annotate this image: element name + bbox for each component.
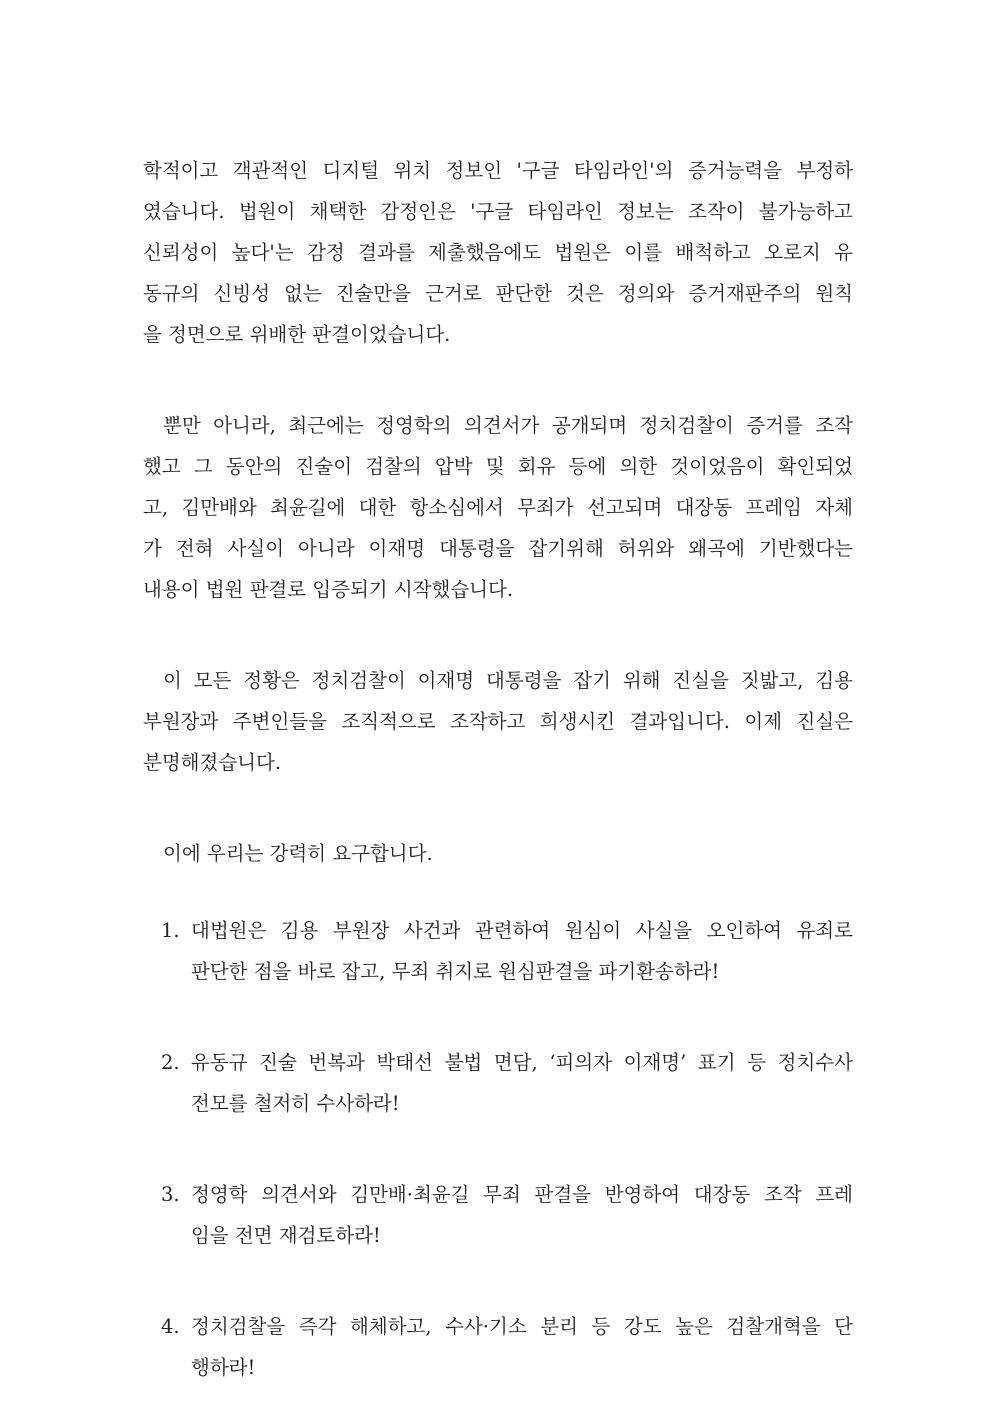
document-page: [143, 150, 853, 1388]
text-line: 임을 전면 재검토하라!: [191, 1224, 381, 1247]
text-line: 부원장과 주변인들을 조직적으로 조작하고 희생시킨 결과입니다. 이제 진실은: [143, 710, 853, 733]
paragraph-recent-rulings: [143, 405, 853, 610]
text-line: 가 전혀 사실이 아니라 이재명 대통령을 잡기위해 허위와 왜곡에 기반했다는: [143, 537, 853, 560]
text-line: 을 정면으로 위배한 판결이었습니다.: [143, 323, 451, 346]
paragraph-google-timeline: [143, 150, 853, 355]
text-line: 이 모든 정황은 정치검찰이 이재명 대통령을 잡기 위해 진실을 짓밟고, 김용: [163, 669, 853, 692]
list-item-number: 2.: [161, 1051, 180, 1074]
list-item-number: 1.: [161, 919, 180, 942]
demand-list: [143, 910, 853, 1388]
text-line: 판단한 점을 바로 잡고, 무죄 취지로 원심판결을 파기환송하라!: [191, 960, 720, 983]
text-line: 내용이 법원 판결로 입증되기 시작했습니다.: [143, 578, 514, 601]
list-item-number: 3.: [161, 1183, 180, 1206]
text-line: 신뢰성이 높다'는 감정 결과를 제출했음에도 법원은 이를 배척하고 오로지 유: [143, 241, 853, 264]
text-line: 정치검찰을 즉각 해체하고, 수사·기소 분리 등 강도 높은 검찰개혁을 단: [191, 1315, 853, 1338]
text-line: 대법원은 김용 부원장 사건과 관련하여 원심이 사실을 오인하여 유죄로: [191, 919, 853, 942]
text-line: 행하라!: [191, 1356, 256, 1379]
text-line: 분명해졌습니다.: [143, 751, 282, 774]
text-line: 뿐만 아니라, 최근에는 정영학의 의견서가 공개되며 정치검찰이 증거를 조작: [163, 414, 853, 437]
list-item: [143, 910, 853, 992]
text-line: 였습니다. 법원이 채택한 감정인은 '구글 타임라인 정보는 조작이 불가능하고: [143, 200, 853, 223]
text-line: 정영학 의견서와 김만배·최윤길 무죄 판결을 반영하여 대장동 조작 프레: [191, 1183, 853, 1206]
text-line: 했고 그 동안의 진술이 검찰의 압박 및 회유 등에 의한 것이었음이 확인되었: [143, 455, 853, 478]
list-item: [143, 1174, 853, 1256]
text-line: 전모를 철저히 수사하라!: [191, 1092, 400, 1115]
text-line: 유동규 진술 번복과 박태선 불법 면담, ‘피의자 이재명’ 표기 등 정치수사: [191, 1051, 853, 1074]
text-line: 고, 김만배와 최윤길에 대한 항소심에서 무죄가 선고되며 대장동 프레임 자체: [143, 496, 853, 519]
paragraph-demand-intro: [143, 833, 853, 874]
text-line: 학적이고 객관적인 디지털 위치 정보인 '구글 타임라인'의 증거능력을 부정하: [143, 159, 853, 182]
text-line: 이에 우리는 강력히 요구합니다.: [163, 842, 433, 865]
list-item: [143, 1042, 853, 1124]
list-item: [143, 1306, 853, 1388]
text-line: 동규의 신빙성 없는 진술만을 근거로 판단한 것은 정의와 증거재판주의 원칙: [143, 282, 853, 305]
paragraph-conclusion: [143, 660, 853, 783]
list-item-number: 4.: [161, 1315, 180, 1338]
